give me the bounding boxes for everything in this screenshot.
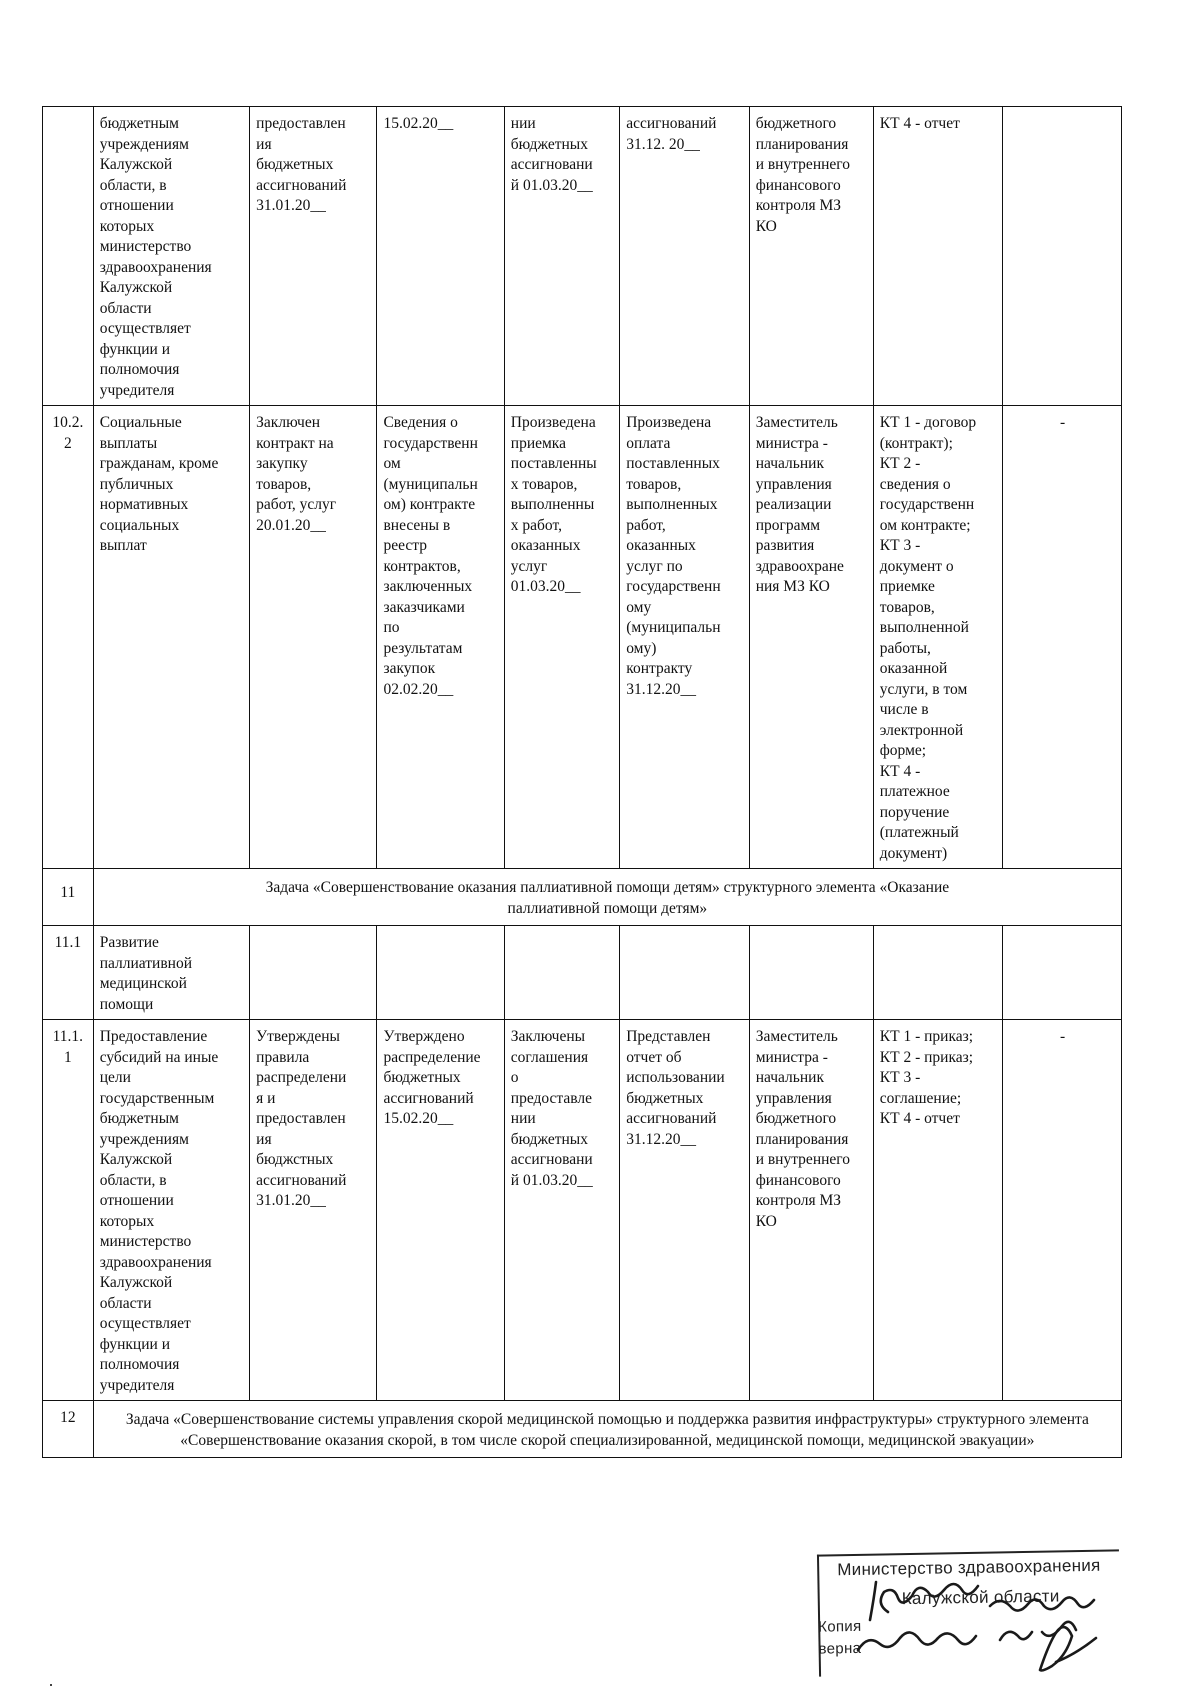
control-point-1: Заключен контракт на закупку товаров, работ, услуг 20.01.20__	[250, 406, 377, 869]
responsible: бюджетного планирования и внутреннего финансового контроля МЗ КО	[749, 107, 873, 406]
event-name: бюджетным учреждениям Калужской области, в отношении которых министерство здравоохранения Калужской области осуществляет функции и полномочия учредителя	[93, 107, 249, 406]
stamp-true: верна	[818, 1639, 862, 1658]
task-heading: Задача «Совершенствование оказания паллиативной помощи детям» структурного элемента «Оказание паллиативной помощи детям»	[93, 869, 1121, 926]
control-point-4: Представлен отчет об использовании бюджетных ассигнований 31.12.20__	[620, 1020, 749, 1401]
stamp-region: Калужской области	[901, 1586, 1060, 1609]
control-point-4: ассигнований 31.12. 20__	[620, 107, 749, 406]
control-point-2: Сведения о государственн ом (муниципальн ом) контракте внесены в реестр контрактов, заключенных заказчиками по результатам закупок 02.02.20__	[377, 406, 504, 869]
event-name: Социальные выплаты гражданам, кроме публичных нормативных социальных выплат	[93, 406, 249, 869]
control-point-3: нии бюджетных ассигновани й 01.03.20__	[504, 107, 619, 406]
note: -	[1003, 1020, 1122, 1401]
control-point-3: Произведена приемка поставленны х товаров, выполненны х работ, оказанных услуг 01.03.20__	[504, 406, 619, 869]
responsible: Заместитель министра - начальник управления бюджетного планирования и внутреннего финансового контроля МЗ КО	[749, 1020, 873, 1401]
control-point-2: 15.02.20__	[377, 107, 504, 406]
documents: КТ 4 - отчет	[873, 107, 1002, 406]
control-point-2: Утверждено распределение бюджетных ассигнований 15.02.20__	[377, 1020, 504, 1401]
stamp-copy: Копия	[818, 1617, 862, 1636]
control-point-4: Произведена оплата поставленных товаров, выполненных работ, оказанных услуг по государственн ому (муниципальн ому) контракту 31.12.20__	[620, 406, 749, 869]
control-point-1: предоставлен ия бюджетных ассигнований 31.01.20__	[250, 107, 377, 406]
control-point-1: Утверждены правила распределени я и предоставлен ия бюджстных ассигнований 31.01.20__	[250, 1020, 377, 1401]
row-number: 11	[43, 869, 94, 926]
scan-speck	[50, 1684, 52, 1686]
stamp-ministry: Министерство здравоохранения	[837, 1555, 1101, 1580]
event-name: Предоставление субсидий на иные цели государственным бюджетным учреждениям Калужской области, в отношении которых министерство здравоохранения Калужской области осуществляет функции и полномочия учредителя	[93, 1020, 249, 1401]
row-number: 11.1. 1	[43, 1020, 94, 1401]
note: -	[1003, 406, 1122, 869]
documents: КТ 1 - договор (контракт); КТ 2 - сведения о государственн ом контракте; КТ 3 - документ о приемке товаров, выполненной работы, оказанной услуги, в том числе в электронной форме; КТ 4 - платежное поручение (платежный документ)	[873, 406, 1002, 869]
row-number: 11.1	[43, 926, 94, 1020]
task-heading: Задача «Совершенствование системы управления скорой медицинской помощью и поддержка развития инфраструктуры» структурного элемента «Совершенствование оказания скорой, в том числе скорой специализированной, медицинской помощи, медицинской эвакуации»	[93, 1401, 1121, 1458]
event-name: Развитие паллиативной медицинской помощи	[93, 926, 249, 1020]
responsible: Заместитель министра - начальник управления реализации программ развития здравоохране ния МЗ КО	[749, 406, 873, 869]
documents: КТ 1 - приказ; КТ 2 - приказ; КТ 3 - соглашение; КТ 4 - отчет	[873, 1020, 1002, 1401]
control-point-3: Заключены соглашения о предоставле нии бюджетных ассигновани й 01.03.20__	[504, 1020, 619, 1401]
row-number: 10.2. 2	[43, 406, 94, 869]
row-number: 12	[43, 1401, 94, 1458]
